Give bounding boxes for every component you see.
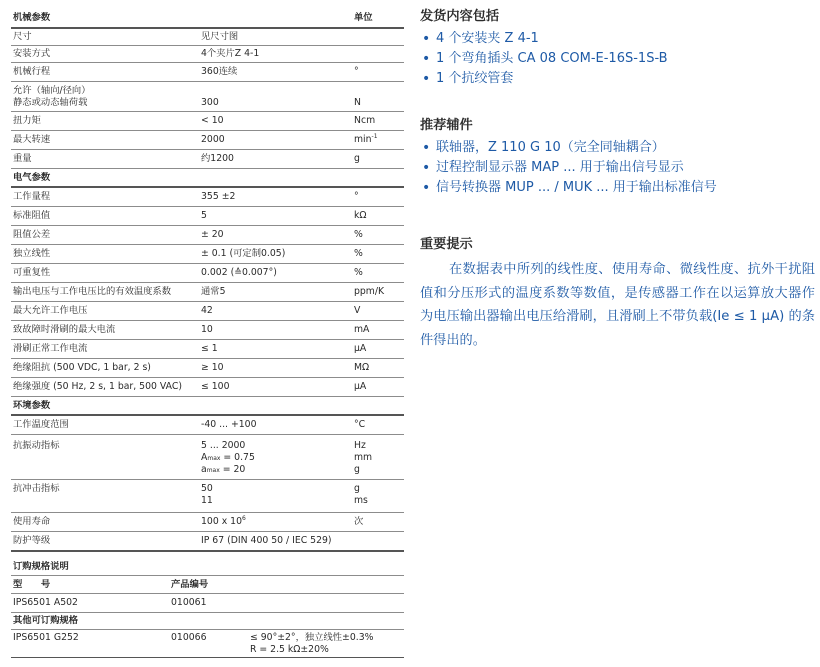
param-label: 最大转速 bbox=[13, 134, 51, 145]
param-unit: N bbox=[354, 97, 361, 108]
order-table bbox=[11, 558, 404, 658]
right-panel bbox=[420, 8, 815, 352]
param-value: 5 ... 2000 bbox=[201, 440, 246, 451]
param-value: 10 bbox=[201, 324, 213, 335]
table-row bbox=[11, 63, 404, 82]
param-value: ± 20 bbox=[201, 229, 224, 240]
header-unit: 单位 bbox=[354, 12, 373, 23]
notice-title: 重要提示 bbox=[420, 237, 473, 252]
param-value: 100 x $10^6$ bbox=[201, 514, 246, 527]
table-row bbox=[11, 359, 404, 378]
order-title-row bbox=[11, 558, 404, 576]
param-unit: ppm/K bbox=[354, 286, 385, 297]
section-title: 电气参数 bbox=[13, 172, 51, 183]
order-other-title: 其他可订购规格 bbox=[13, 615, 79, 626]
param-label: 独立线性 bbox=[13, 248, 51, 259]
list-item: • 4 个安装夹 Z 4-1 bbox=[420, 29, 815, 49]
param-label: 输出电压与工作电压比的有效温度系数 bbox=[13, 286, 172, 297]
param-value: 5 bbox=[201, 210, 207, 221]
table-row bbox=[11, 150, 404, 169]
param-label: 工作量程 bbox=[13, 191, 51, 202]
table-row bbox=[11, 480, 404, 513]
param-value: 约1200 bbox=[201, 153, 234, 164]
param-value-line3: amax = 20 bbox=[201, 464, 246, 475]
param-label: 抗冲击指标 bbox=[13, 483, 60, 494]
table-row bbox=[11, 245, 404, 264]
param-label: 安装方式 bbox=[13, 48, 51, 59]
param-label: 扭力矩 bbox=[13, 115, 41, 126]
spec-table bbox=[11, 9, 404, 552]
param-value: < 10 bbox=[201, 115, 224, 126]
param-unit: Ncm bbox=[354, 115, 376, 126]
list-item: • 1 个抗绞管套 bbox=[420, 69, 815, 89]
param-unit-line2: ms bbox=[354, 495, 368, 506]
order-other-title-row bbox=[11, 613, 404, 630]
param-value: ≥ 10 bbox=[201, 362, 224, 373]
delivery-section bbox=[420, 8, 815, 89]
param-label-line2: 静态或动态轴荷载 bbox=[13, 97, 88, 108]
param-value: 4个夹片Z 4-1 bbox=[201, 48, 260, 59]
param-label: 滑刷正常工作电流 bbox=[13, 343, 88, 354]
param-unit: g bbox=[354, 483, 360, 494]
param-value: 355 ±2 bbox=[201, 191, 236, 202]
table-row bbox=[11, 131, 404, 150]
order-title: 订购规格说明 bbox=[13, 561, 69, 572]
list-item: • 信号转换器 MUP ... / MUK ... 用于输出标准信号 bbox=[420, 178, 815, 198]
param-unit-line3: g bbox=[354, 464, 360, 475]
header-param: 机械参数 bbox=[13, 12, 51, 23]
param-unit: mA bbox=[354, 324, 370, 335]
spec-header-row bbox=[11, 9, 404, 29]
param-value: 通常5 bbox=[201, 286, 226, 297]
param-label: 绝缘强度 (50 Hz, 2 s, 1 bar, 500 VAC) bbox=[13, 381, 182, 392]
param-label: 标准阻值 bbox=[13, 210, 51, 221]
param-unit-line2: mm bbox=[354, 452, 373, 463]
param-unit: Hz bbox=[354, 440, 366, 451]
param-label: 允许（轴向/径向） bbox=[13, 85, 91, 96]
param-value: ± 0.1 (可定制0.05) bbox=[201, 248, 286, 259]
table-row bbox=[11, 321, 404, 340]
param-unit: MΩ bbox=[354, 362, 370, 373]
param-label: 工作温度范围 bbox=[13, 419, 69, 430]
param-unit: ° bbox=[354, 191, 359, 202]
param-label: 致故障时滑刷的最大电流 bbox=[13, 324, 116, 335]
table-row bbox=[11, 340, 404, 359]
table-row bbox=[11, 378, 404, 397]
table-row bbox=[11, 416, 404, 435]
param-value-line2: Amax = 0.75 bbox=[201, 452, 255, 463]
accessories-list bbox=[420, 138, 815, 198]
accessories-title: 推荐辅件 bbox=[420, 118, 473, 133]
table-row bbox=[11, 46, 404, 63]
order-col-type: 型 号 bbox=[13, 579, 51, 590]
param-unit: $\min^{-1}$ bbox=[354, 132, 378, 145]
param-label: 防护等级 bbox=[13, 535, 51, 546]
param-value: 0.002 (≙0.007°) bbox=[201, 267, 277, 278]
param-label: 最大允许工作电压 bbox=[13, 305, 88, 316]
param-unit: μA bbox=[354, 381, 367, 392]
table-row bbox=[11, 302, 404, 321]
order-type: IPS6501 G252 bbox=[13, 632, 79, 643]
list-item: • 过程控制显示器 MAP ... 用于输出信号显示 bbox=[420, 158, 815, 178]
param-label: 绝缘阻抗 (500 VDC, 1 bar, 2 s) bbox=[13, 362, 151, 373]
param-value: 42 bbox=[201, 305, 213, 316]
list-item: • 1 个弯角插头 CA 08 COM-E-16S-1S-B bbox=[420, 49, 815, 69]
param-value: ≤ 1 bbox=[201, 343, 218, 354]
param-label: 尺寸 bbox=[13, 31, 32, 42]
param-value: -40 ... +100 bbox=[201, 419, 257, 430]
param-unit: ° bbox=[354, 66, 359, 77]
param-value-line2: 11 bbox=[201, 495, 213, 506]
table-row bbox=[11, 226, 404, 245]
section-row bbox=[11, 169, 404, 188]
param-value: ≤ 100 bbox=[201, 381, 230, 392]
param-value: 2000 bbox=[201, 134, 225, 145]
table-row bbox=[11, 207, 404, 226]
param-label: 机械行程 bbox=[13, 66, 51, 77]
table-row bbox=[11, 188, 404, 207]
list-item: • 联轴器，Z 110 G 10（完全同轴耦合） bbox=[420, 138, 815, 158]
table-row bbox=[11, 435, 404, 480]
section-title: 环境参数 bbox=[13, 400, 51, 411]
order-row bbox=[11, 594, 404, 613]
order-note: ≤ 90°±2°，独立线性±0.3% bbox=[250, 632, 374, 643]
param-unit: μA bbox=[354, 343, 367, 354]
notice-section bbox=[420, 236, 815, 352]
param-unit: kΩ bbox=[354, 210, 367, 221]
order-type: IPS6501 A502 bbox=[13, 597, 78, 608]
notice-body: 在数据表中所列的线性度、使用寿命、微线性度、抗外干扰阻值和分压形式的温度系数等数值，是传感器工作在以运算放大器作为电压输出器输出电压给滑刷，且滑刷上不带负载(Ie ≤ 1 μA) 的条件得出的。 bbox=[420, 262, 815, 348]
param-unit: 次 bbox=[354, 516, 364, 527]
order-code: 010061 bbox=[171, 597, 207, 608]
param-value: 300 bbox=[201, 97, 219, 108]
param-value: 50 bbox=[201, 483, 213, 494]
table-row bbox=[11, 283, 404, 302]
table-row bbox=[11, 29, 404, 46]
delivery-list bbox=[420, 29, 815, 89]
param-unit: % bbox=[354, 267, 363, 278]
param-unit: % bbox=[354, 229, 363, 240]
table-row bbox=[11, 513, 404, 532]
accessories-section bbox=[420, 117, 815, 198]
table-row bbox=[11, 112, 404, 131]
param-label: 使用寿命 bbox=[13, 516, 51, 527]
table-row bbox=[11, 82, 404, 112]
section-row bbox=[11, 397, 404, 416]
param-label: 可重复性 bbox=[13, 267, 51, 278]
table-row bbox=[11, 532, 404, 552]
order-col-code: 产品编号 bbox=[171, 579, 209, 590]
param-unit: g bbox=[354, 153, 360, 164]
delivery-title: 发货内容包括 bbox=[420, 9, 500, 24]
param-label: 重量 bbox=[13, 153, 32, 164]
order-row bbox=[11, 630, 404, 658]
param-unit: % bbox=[354, 248, 363, 259]
param-label: 阻值公差 bbox=[13, 229, 51, 240]
table-row bbox=[11, 264, 404, 283]
order-code: 010066 bbox=[171, 632, 207, 643]
param-value: IP 67 (DIN 400 50 / IEC 529) bbox=[201, 535, 332, 546]
param-value: 见尺寸图 bbox=[201, 31, 239, 42]
param-value: 360连续 bbox=[201, 66, 238, 77]
param-unit: °C bbox=[354, 419, 366, 430]
param-unit: V bbox=[354, 305, 361, 316]
order-note-line2: R = 2.5 kΩ±20% bbox=[250, 644, 329, 655]
order-header-row bbox=[11, 576, 404, 594]
param-label: 抗振动指标 bbox=[13, 440, 60, 451]
